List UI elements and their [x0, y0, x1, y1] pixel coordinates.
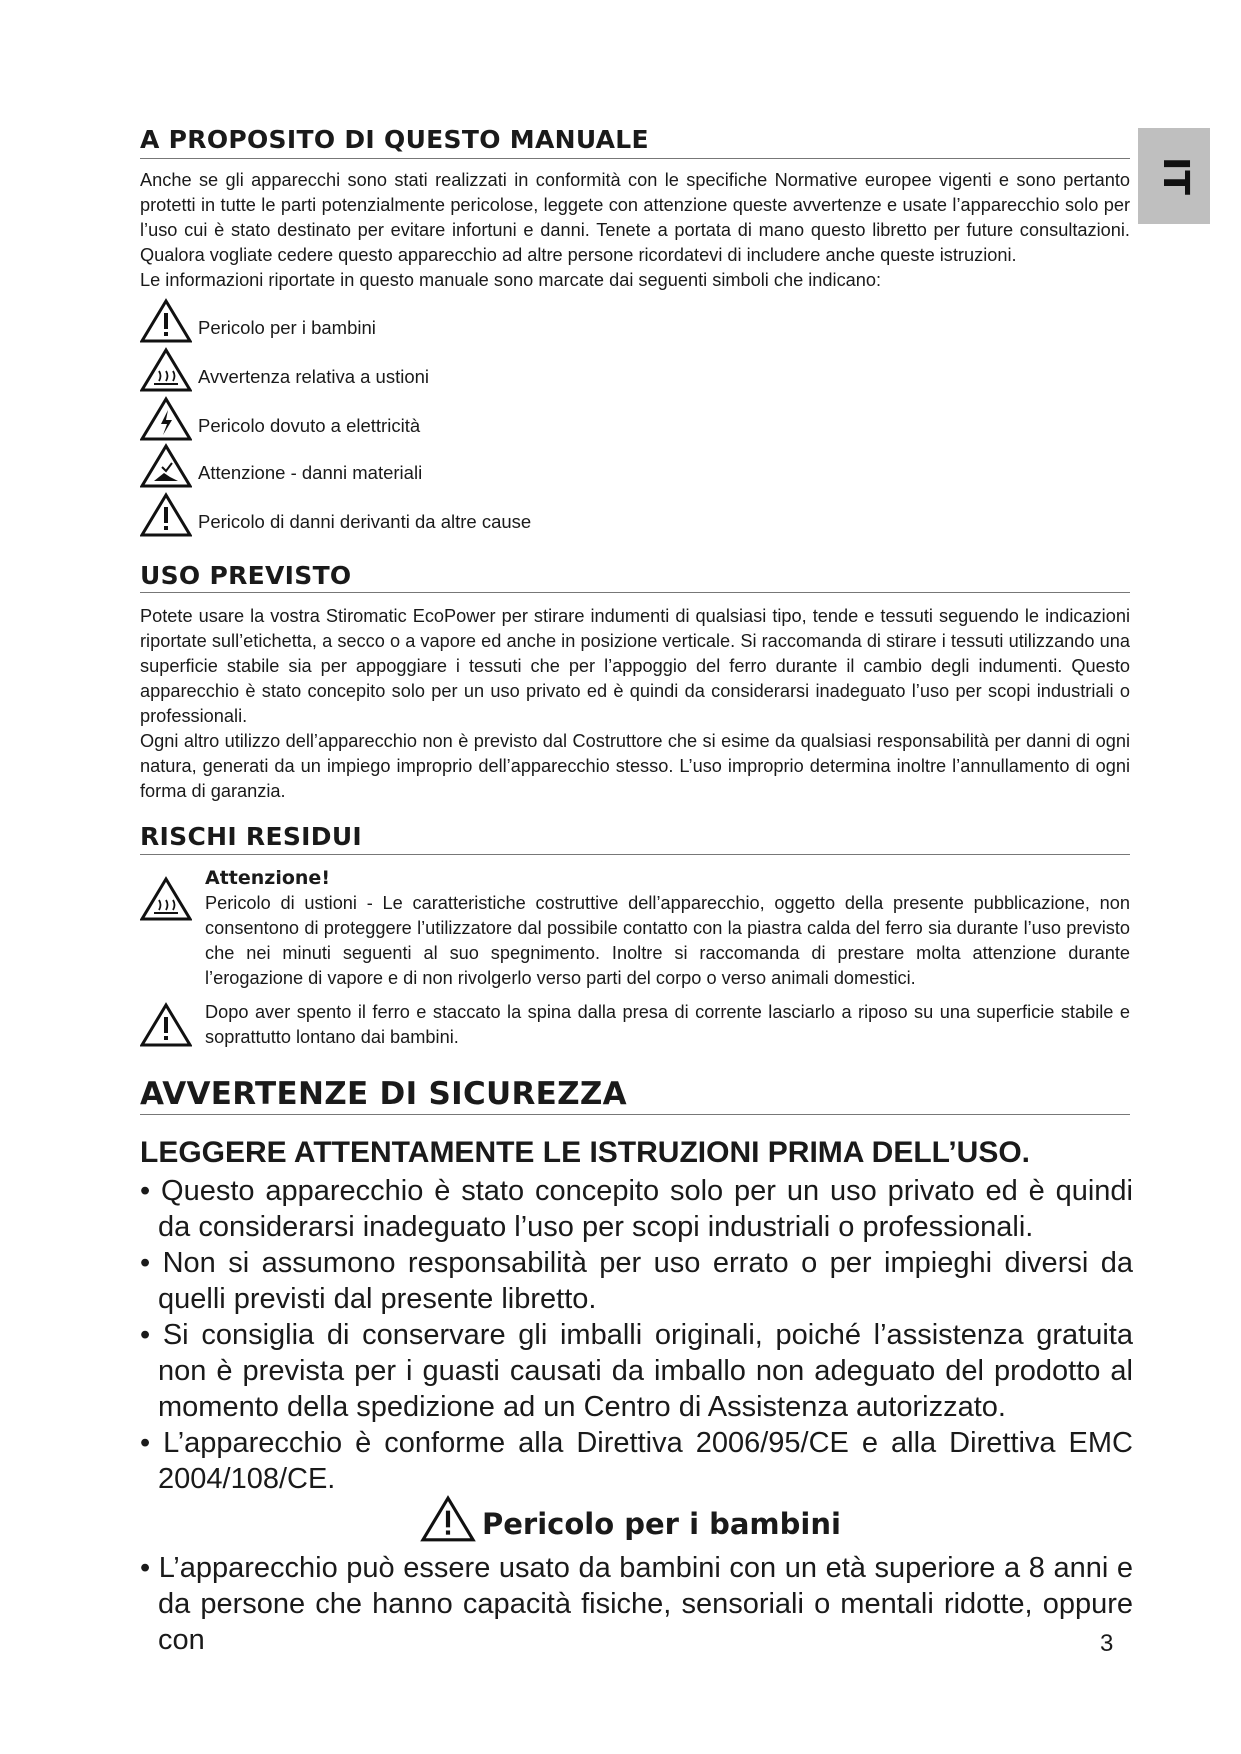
warning-children-icon — [420, 1495, 476, 1543]
warning-text: Pericolo di ustioni - Le caratteristiche costruttive dell’apparecchio, oggetto della presente pubblicazione, non consentono di proteggere l’utilizzatore dal possibile contatto con la piastra calda del ferro sia durante l’uso previsto che nei minuti seguenti al suo spegnimento. Inoltre si raccomanda di prestare molta attenzione durante l’erogazione di vapore e di non rivolgerlo verso parti del corpo o verso animali domestici. — [205, 893, 1130, 988]
warning-children-icon — [140, 298, 192, 344]
residual-warning-2 — [140, 1000, 1130, 1050]
divider — [140, 1114, 1130, 1115]
safety-subtitle: LEGGERE ATTENTAMENTE LE ISTRUZIONI PRIMA DELL’USO. — [140, 1136, 1031, 1169]
symbols-intro: Le informazioni riportate in questo manuale sono marcate dai seguenti simboli che indicano: — [140, 270, 882, 290]
section-title-intended-use: USO PREVISTO — [140, 561, 352, 590]
warning-text: Dopo aver spento il ferro e staccato la spina dalla presa di corrente lasciarlo a riposo su una superficie stabile e soprattutto lontano dai bambini. — [205, 1002, 1130, 1047]
symbol-row-burn: Avvertenza relativa a ustioni — [140, 347, 429, 393]
section-title-residual-risks: RISCHI RESIDUI — [140, 822, 363, 851]
general-warning-icon — [140, 1002, 192, 1048]
list-item: • Questo apparecchio è stato concepito solo per un uso privato ed è quindi da considerarsi inadeguato l’uso per scopi industriali o professionali. — [140, 1175, 1133, 1243]
page-number: 3 — [1100, 1630, 1114, 1657]
symbol-row-material: Attenzione - danni materiali — [140, 443, 422, 489]
burn-warning-icon — [140, 876, 192, 922]
electric-hazard-icon — [140, 396, 192, 442]
divider — [140, 592, 1130, 593]
divider — [140, 158, 1130, 159]
section-title-safety: AVVERTENZE DI SICUREZZA — [140, 1076, 627, 1112]
list-item: • L’apparecchio è conforme alla Direttiva 2006/95/CE e alla Direttiva EMC 2004/108/CE. — [140, 1427, 1133, 1495]
divider — [140, 854, 1130, 855]
language-tab-label — [1138, 128, 1210, 224]
burn-warning-icon — [140, 347, 192, 393]
section-title-about: A PROPOSITO DI QUESTO MANUALE — [140, 125, 649, 154]
about-text: Anche se gli apparecchi sono stati realizzati in conformità con le specifiche Normative europee vigenti e sono pertanto protetti in tutte le parti potenzialmente pericolose, leggete con attenzione queste avvertenze e usate l’apparecchio solo per l’uso cui è stato destinato per evitare infortuni e danni. Tenete a portata di mano questo libretto per future consultazioni. Qualora vogliate cedere questo apparecchio ad altre persone ricordatevi di includere anche queste istruzioni. Le informazioni riportate in questo manuale sono marcate dai seguenti simboli che indicano: — [140, 168, 1130, 293]
list-item: • L’apparecchio può essere usato da bambini con un età superiore a 8 anni e da persone che hanno capacità fisiche, sensoriali o mentali ridotte, oppure con — [140, 1552, 1133, 1656]
material-damage-icon — [140, 443, 192, 489]
symbol-row-general: Pericolo di danni derivanti da altre cause — [140, 492, 531, 538]
intended-use-text: Potete usare la vostra Stiromatic EcoPower per stirare indumenti di qualsiasi tipo, tende e tessuti seguendo le indicazioni riportate sull’etichetta, a secco o a vapore ed anche in posizione verticale. Si raccomanda di stirare i tessuti utilizzando una superficie stabile sia per appoggiare i tessuti che per l’appoggio del ferro durante il cambio degli indumenti. Questo apparecchio è stato concepito solo per un uso privato ed è quindi da considerarsi inadeguato l’uso per scopi industriali o professionali. Ogni altro utilizzo dell’apparecchio non è previsto dal Costruttore che si esime da qualsiasi responsabilità per danni di ogni natura, generati da un impiego improprio dell’apparecchio stesso. L’uso improprio determina inoltre l’annullamento di ogni forma di garanzia. — [140, 606, 1130, 801]
symbol-row-children: Pericolo per i bambini — [140, 298, 376, 344]
svg-text:IT: IT — [1155, 157, 1196, 195]
language-tab — [1138, 128, 1210, 224]
warning-title: Attenzione! — [205, 867, 330, 889]
children-heading: Pericolo per i bambini — [420, 1495, 841, 1543]
list-item: • Non si assumono responsabilità per uso errato o per impieghi diversi da quelli previsti dal presente libretto. — [140, 1247, 1133, 1315]
general-warning-icon — [140, 492, 192, 538]
symbol-row-electric: Pericolo dovuto a elettricità — [140, 396, 420, 442]
list-item: • Si consiglia di conservare gli imballi originali, poiché l’assistenza gratuita non è prevista per i guasti causati da imballo non adeguato del prodotto al momento della spedizione ad un Centro di Assistenza autorizzato. — [140, 1319, 1133, 1423]
residual-warning-1 — [140, 866, 1130, 991]
